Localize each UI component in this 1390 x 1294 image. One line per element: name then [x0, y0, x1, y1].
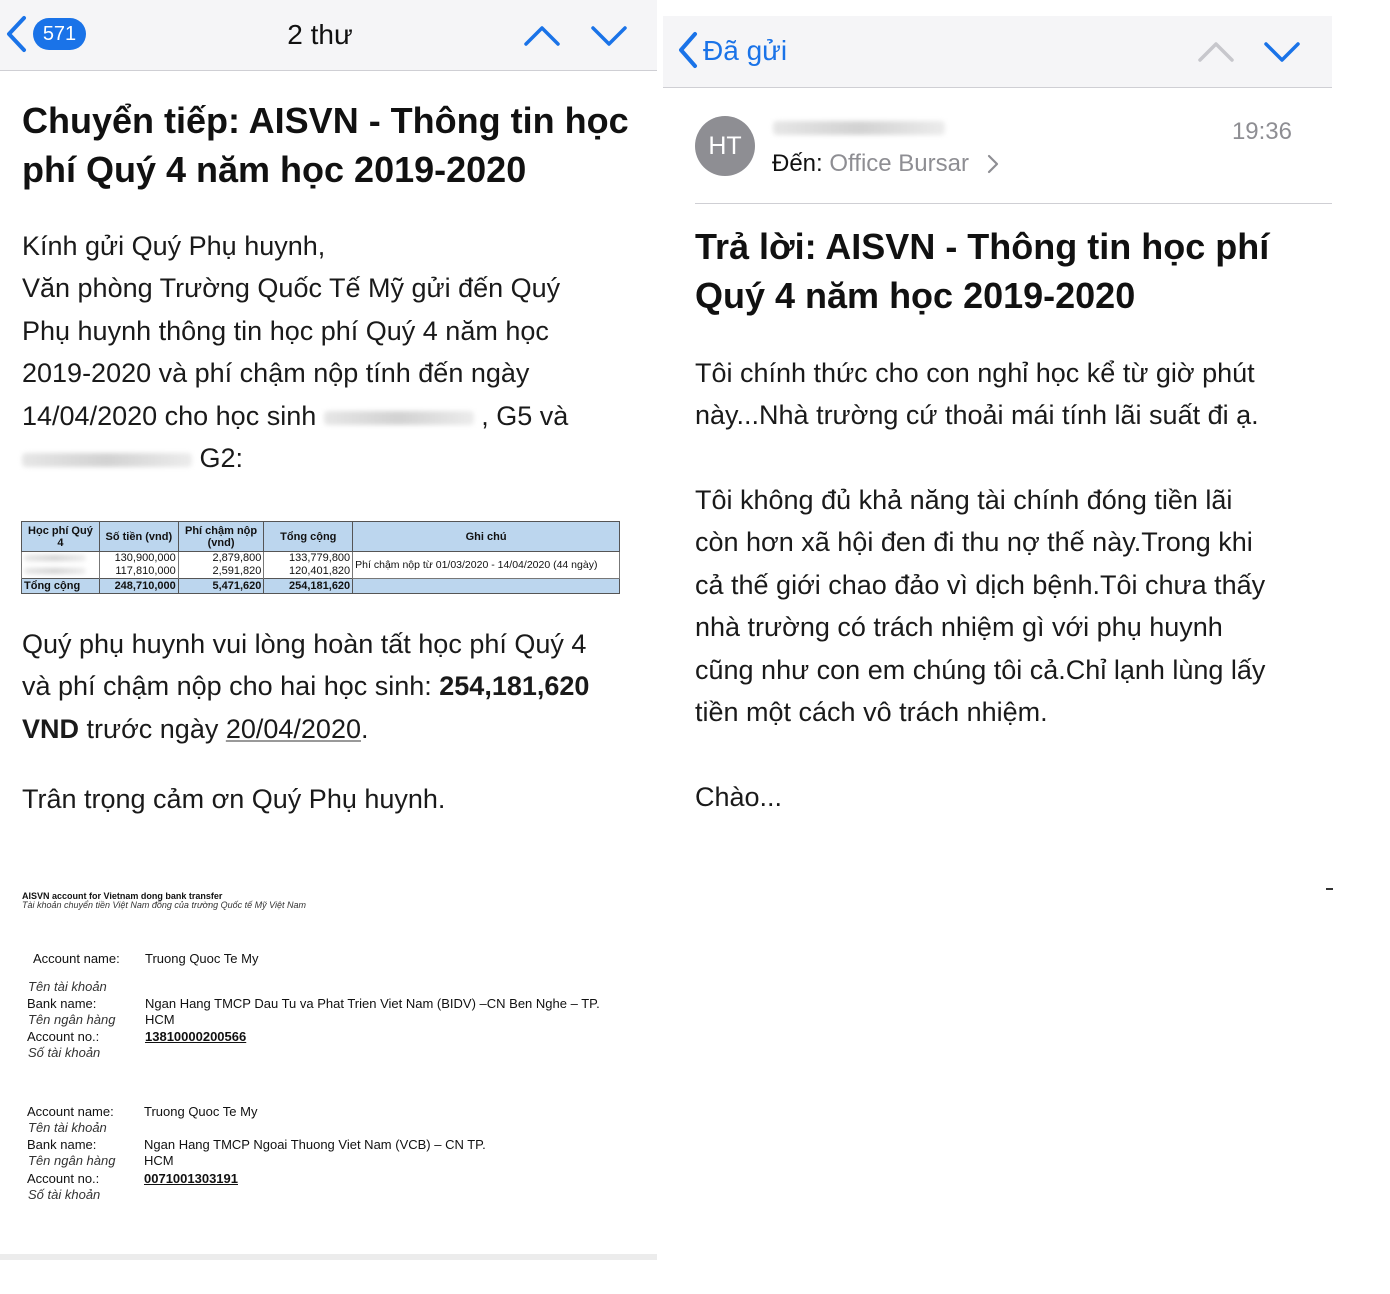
body-text-segment: , G5 và	[481, 401, 569, 431]
reply-line: Tôi chính thức cho con nghỉ học kể từ giờ phút	[695, 358, 1255, 388]
account-no-label: Account no.:	[27, 1029, 100, 1044]
fee-table-header-row	[22, 522, 620, 552]
chevron-right-icon[interactable]	[986, 153, 1000, 175]
body-line: Phụ huynh thông tin học phí Quý 4 năm học	[22, 316, 549, 346]
table-header: Số tiền (vnd)	[99, 522, 178, 552]
sent-folder-back-link[interactable]: Đã gửi	[703, 35, 788, 66]
recipient-name[interactable]: Office Bursar	[829, 150, 969, 177]
payment-line	[22, 708, 369, 751]
payment-amount: 254,181,620	[439, 671, 590, 701]
table-cell: 130,900,000	[99, 552, 178, 566]
email-subject: Trả lời: AISVN - Thông tin học phí Quý 4 năm học 2019-2020	[695, 226, 1270, 316]
body-line	[22, 395, 568, 438]
signoff: Chào...	[695, 782, 783, 812]
greeting: Kính gửi Quý Phụ huynh,	[22, 231, 326, 261]
divider-mark	[1326, 888, 1333, 890]
recipient-line[interactable]	[772, 148, 969, 180]
reply-line: nhà trường có trách nhiệm gì với phụ huynh	[695, 612, 1223, 642]
table-cell: 254,181,620	[264, 579, 353, 594]
chevron-down-icon[interactable]	[589, 20, 629, 50]
bank-name-vi-label: Tên ngân hàng	[28, 1153, 116, 1168]
reply-line: này...Nhà trường cứ thoải mái tính lãi suất đi ạ.	[695, 400, 1259, 430]
table-row	[22, 552, 620, 566]
bank-name-value-cont: HCM	[144, 1153, 174, 1168]
bottom-divider	[0, 1254, 657, 1260]
table-header: Phí chậm nộp (vnd)	[178, 522, 264, 552]
due-date-link[interactable]: 20/04/2020	[225, 714, 361, 744]
redacted-sender-name	[773, 121, 945, 135]
table-cell: 120,401,820	[264, 565, 353, 579]
table-cell	[353, 579, 620, 594]
table-cell: 133,779,800	[264, 552, 353, 566]
reply-line: Tôi không đủ khả năng tài chính đóng tiền lãi	[695, 485, 1233, 515]
reply-line: tiền một cách vô trách nhiệm.	[695, 697, 1048, 727]
bank-heading: AISVN account for Vietnam dong bank transfer	[22, 891, 223, 901]
reply-line: cũng như con em chúng tôi cả.Chỉ lạnh lùng lấy	[695, 655, 1266, 685]
account-no-vi-label: Số tài khoản	[28, 1187, 101, 1202]
body-line: 2019-2020 và phí chậm nộp tính đến ngày	[22, 358, 530, 388]
account-name-label: Account name:	[27, 1104, 114, 1119]
table-cell: 117,810,000	[99, 565, 178, 579]
body-line	[22, 437, 243, 480]
redacted-student-name	[324, 411, 474, 425]
account-name-label: Account name:	[33, 951, 120, 966]
account-name-value: Truong Quoc Te My	[144, 1104, 258, 1119]
to-label: Đến:	[772, 150, 823, 177]
account-name-value: Truong Quoc Te My	[145, 951, 259, 966]
table-cell: 248,710,000	[99, 579, 178, 594]
bank-name-value: Ngan Hang TMCP Dau Tu va Phat Trien Viet Nam (BIDV) –CN Ben Nghe – TP.	[145, 996, 600, 1011]
avatar[interactable]: HT	[695, 116, 755, 176]
account-no-vi-label: Số tài khoản	[28, 1045, 101, 1060]
body-text-segment: .	[360, 714, 369, 744]
table-total-row	[22, 579, 620, 594]
body-text-segment: 14/04/2020 cho học sinh	[22, 401, 317, 431]
timestamp: 19:36	[1231, 118, 1292, 145]
redacted-student-name	[22, 453, 192, 467]
reply-line: còn hơn xã hội đen đi thu nợ thế này.Trong khi	[695, 527, 1253, 557]
body-line: Văn phòng Trường Quốc Tế Mỹ gửi đến Quý	[22, 273, 561, 303]
bank-subheading: Tài khoản chuyển tiền Việt Nam đồng của trường Quốc tế Mỹ Việt Nam	[22, 900, 306, 910]
bank-name-label: Bank name:	[27, 996, 97, 1011]
body-text-segment: G2:	[199, 443, 244, 473]
payment-line: Quý phụ huynh vui lòng hoàn tất học phí Quý 4	[22, 629, 587, 659]
redacted-cell	[22, 565, 100, 579]
closing-line: Trân trọng cảm ơn Quý Phụ huynh.	[22, 784, 446, 814]
currency: VND	[22, 714, 80, 744]
table-header: Ghi chú	[353, 522, 620, 552]
account-no-label: Account no.:	[27, 1171, 100, 1186]
table-header: Học phí Quý 4	[22, 522, 100, 552]
redacted-cell	[22, 552, 100, 566]
table-cell: 2,879,800	[178, 552, 264, 566]
body-text-segment: trước ngày	[79, 714, 226, 744]
unread-count-badge[interactable]: 571	[33, 18, 86, 50]
bank-name-value-cont: HCM	[145, 1012, 175, 1027]
table-cell: Tổng cộng	[22, 579, 100, 594]
header-divider	[695, 203, 1332, 204]
chevron-up-icon[interactable]	[1196, 36, 1236, 66]
chevron-up-icon[interactable]	[522, 20, 562, 50]
thread-count-title: 2 thư	[287, 19, 353, 50]
account-name-vi-label: Tên tài khoản	[28, 979, 107, 994]
back-chevron-icon[interactable]	[676, 30, 700, 70]
account-name-vi-label: Tên tài khoản	[28, 1120, 107, 1135]
back-chevron-icon[interactable]	[4, 14, 30, 54]
reply-line: cả thế giới chao đảo vì dịch bệnh.Tôi chưa thấy	[695, 570, 1266, 600]
bank-name-label: Bank name:	[27, 1137, 97, 1152]
table-note: Phí chậm nộp từ 01/03/2020 - 14/04/2020 (44 ngày)	[353, 552, 620, 579]
body-text-segment: và phí chậm nộp cho hai học sinh:	[22, 671, 440, 701]
account-number-link[interactable]: 13810000200566	[145, 1029, 247, 1044]
fee-table	[21, 521, 620, 594]
bank-name-vi-label: Tên ngân hàng	[28, 1012, 116, 1027]
table-cell: 5,471,620	[178, 579, 264, 594]
account-number-link[interactable]: 0071001303191	[144, 1171, 238, 1186]
chevron-down-icon[interactable]	[1262, 36, 1302, 66]
payment-line	[22, 665, 589, 708]
email-subject: Chuyển tiếp: AISVN - Thông tin học phí Quý 4 năm học 2019-2020	[22, 100, 629, 190]
table-cell: 2,591,820	[178, 565, 264, 579]
table-header: Tổng cộng	[264, 522, 353, 552]
bank-name-value: Ngan Hang TMCP Ngoai Thuong Viet Nam (VCB) – CN TP.	[144, 1137, 486, 1152]
